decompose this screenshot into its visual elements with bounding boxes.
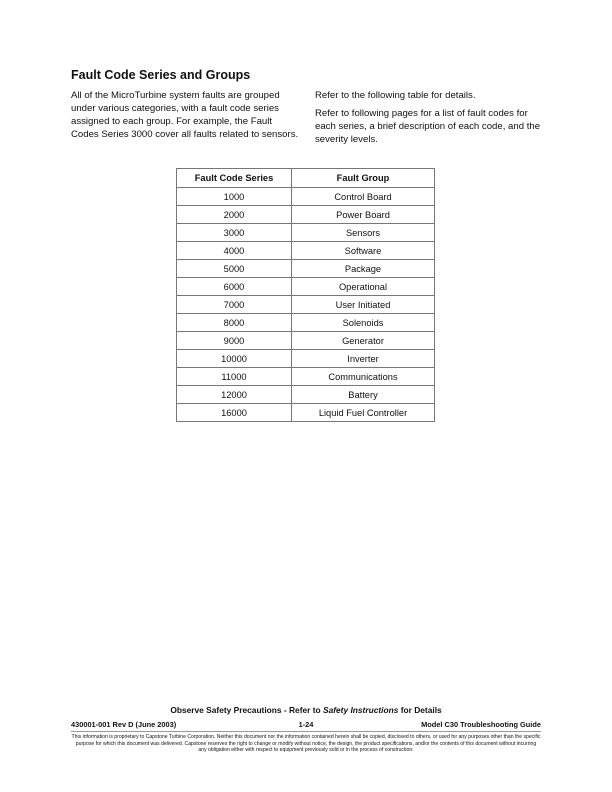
safety-notice <box>0 705 612 715</box>
fault-code-table <box>176 168 435 422</box>
table-reference-paragraph: Refer to the following table for details. <box>315 90 476 101</box>
table-row <box>177 350 435 368</box>
fault-code-series-cell: 4000 <box>177 242 292 260</box>
fault-code-series-cell: 9000 <box>177 332 292 350</box>
section-title: Fault Code Series and Groups <box>71 68 251 82</box>
fault-group-cell: Operational <box>292 278 435 296</box>
table-row <box>177 368 435 386</box>
safety-instructions-reference: Safety Instructions <box>322 705 399 715</box>
table-row <box>177 278 435 296</box>
table-row <box>177 314 435 332</box>
fault-code-series-cell: 5000 <box>177 260 292 278</box>
fault-code-series-cell: 7000 <box>177 296 292 314</box>
fault-code-series-cell: 1000 <box>177 188 292 206</box>
safety-suffix: for Details <box>398 705 442 715</box>
fault-group-cell: Control Board <box>292 188 435 206</box>
table-row <box>177 242 435 260</box>
proprietary-disclaimer: This information is proprietary to Capstone Turbine Corporation. Neither this document nor the information contained herein shall be copied, disclosed to others, or used for any purposes other than the specific purpose for which this document was delivered. Capstone reserves the right to change or modify without notice, the design, the product specifications, and/or the contents of this document without incurring any obligation either with respect to equipment previously sold or in the process of construction. <box>71 734 541 754</box>
fault-code-series-cell: 2000 <box>177 206 292 224</box>
safety-prefix: Observe Safety Precautions - Refer to <box>170 705 323 715</box>
pages-reference-paragraph: Refer to following pages for a list of fault codes for each series, a brief description of each code, and the severity levels. <box>315 108 541 145</box>
footer-divider <box>71 731 541 732</box>
fault-code-series-cell: 8000 <box>177 314 292 332</box>
fault-code-series-cell: 12000 <box>177 386 292 404</box>
table-header-row <box>177 169 435 188</box>
table-row <box>177 188 435 206</box>
fault-group-cell: Power Board <box>292 206 435 224</box>
table-row <box>177 332 435 350</box>
table-row <box>177 206 435 224</box>
fault-code-series-cell: 11000 <box>177 368 292 386</box>
fault-group-cell: Sensors <box>292 224 435 242</box>
fault-code-series-cell: 10000 <box>177 350 292 368</box>
fault-code-series-cell: 3000 <box>177 224 292 242</box>
header-fault-group: Fault Group <box>292 169 435 188</box>
page-number: 1-24 <box>298 720 314 729</box>
table-row <box>177 404 435 422</box>
table-row <box>177 224 435 242</box>
fault-group-cell: Battery <box>292 386 435 404</box>
fault-group-cell: Solenoids <box>292 314 435 332</box>
fault-code-series-cell: 16000 <box>177 404 292 422</box>
fault-group-cell: Software <box>292 242 435 260</box>
table-row <box>177 296 435 314</box>
fault-group-cell: User Initiated <box>292 296 435 314</box>
intro-paragraph: All of the MicroTurbine system faults are grouped under various categories, with a fault code series assigned to each group. For example, the Fault Codes Series 3000 cover all faults related to sensors. <box>71 90 299 140</box>
fault-code-table-body <box>177 188 435 422</box>
table-row <box>177 260 435 278</box>
fault-group-cell: Generator <box>292 332 435 350</box>
doc-number: 430001-001 Rev D (June 2003) <box>71 720 177 729</box>
reference-text <box>315 89 543 151</box>
fault-group-cell: Liquid Fuel Controller <box>292 404 435 422</box>
fault-group-cell: Inverter <box>292 350 435 368</box>
fault-group-cell: Package <box>292 260 435 278</box>
table-row <box>177 386 435 404</box>
guide-title: Model C30 Troubleshooting Guide <box>421 720 541 729</box>
fault-group-cell: Communications <box>292 368 435 386</box>
fault-code-series-cell: 6000 <box>177 278 292 296</box>
header-fault-code-series: Fault Code Series <box>177 169 292 188</box>
